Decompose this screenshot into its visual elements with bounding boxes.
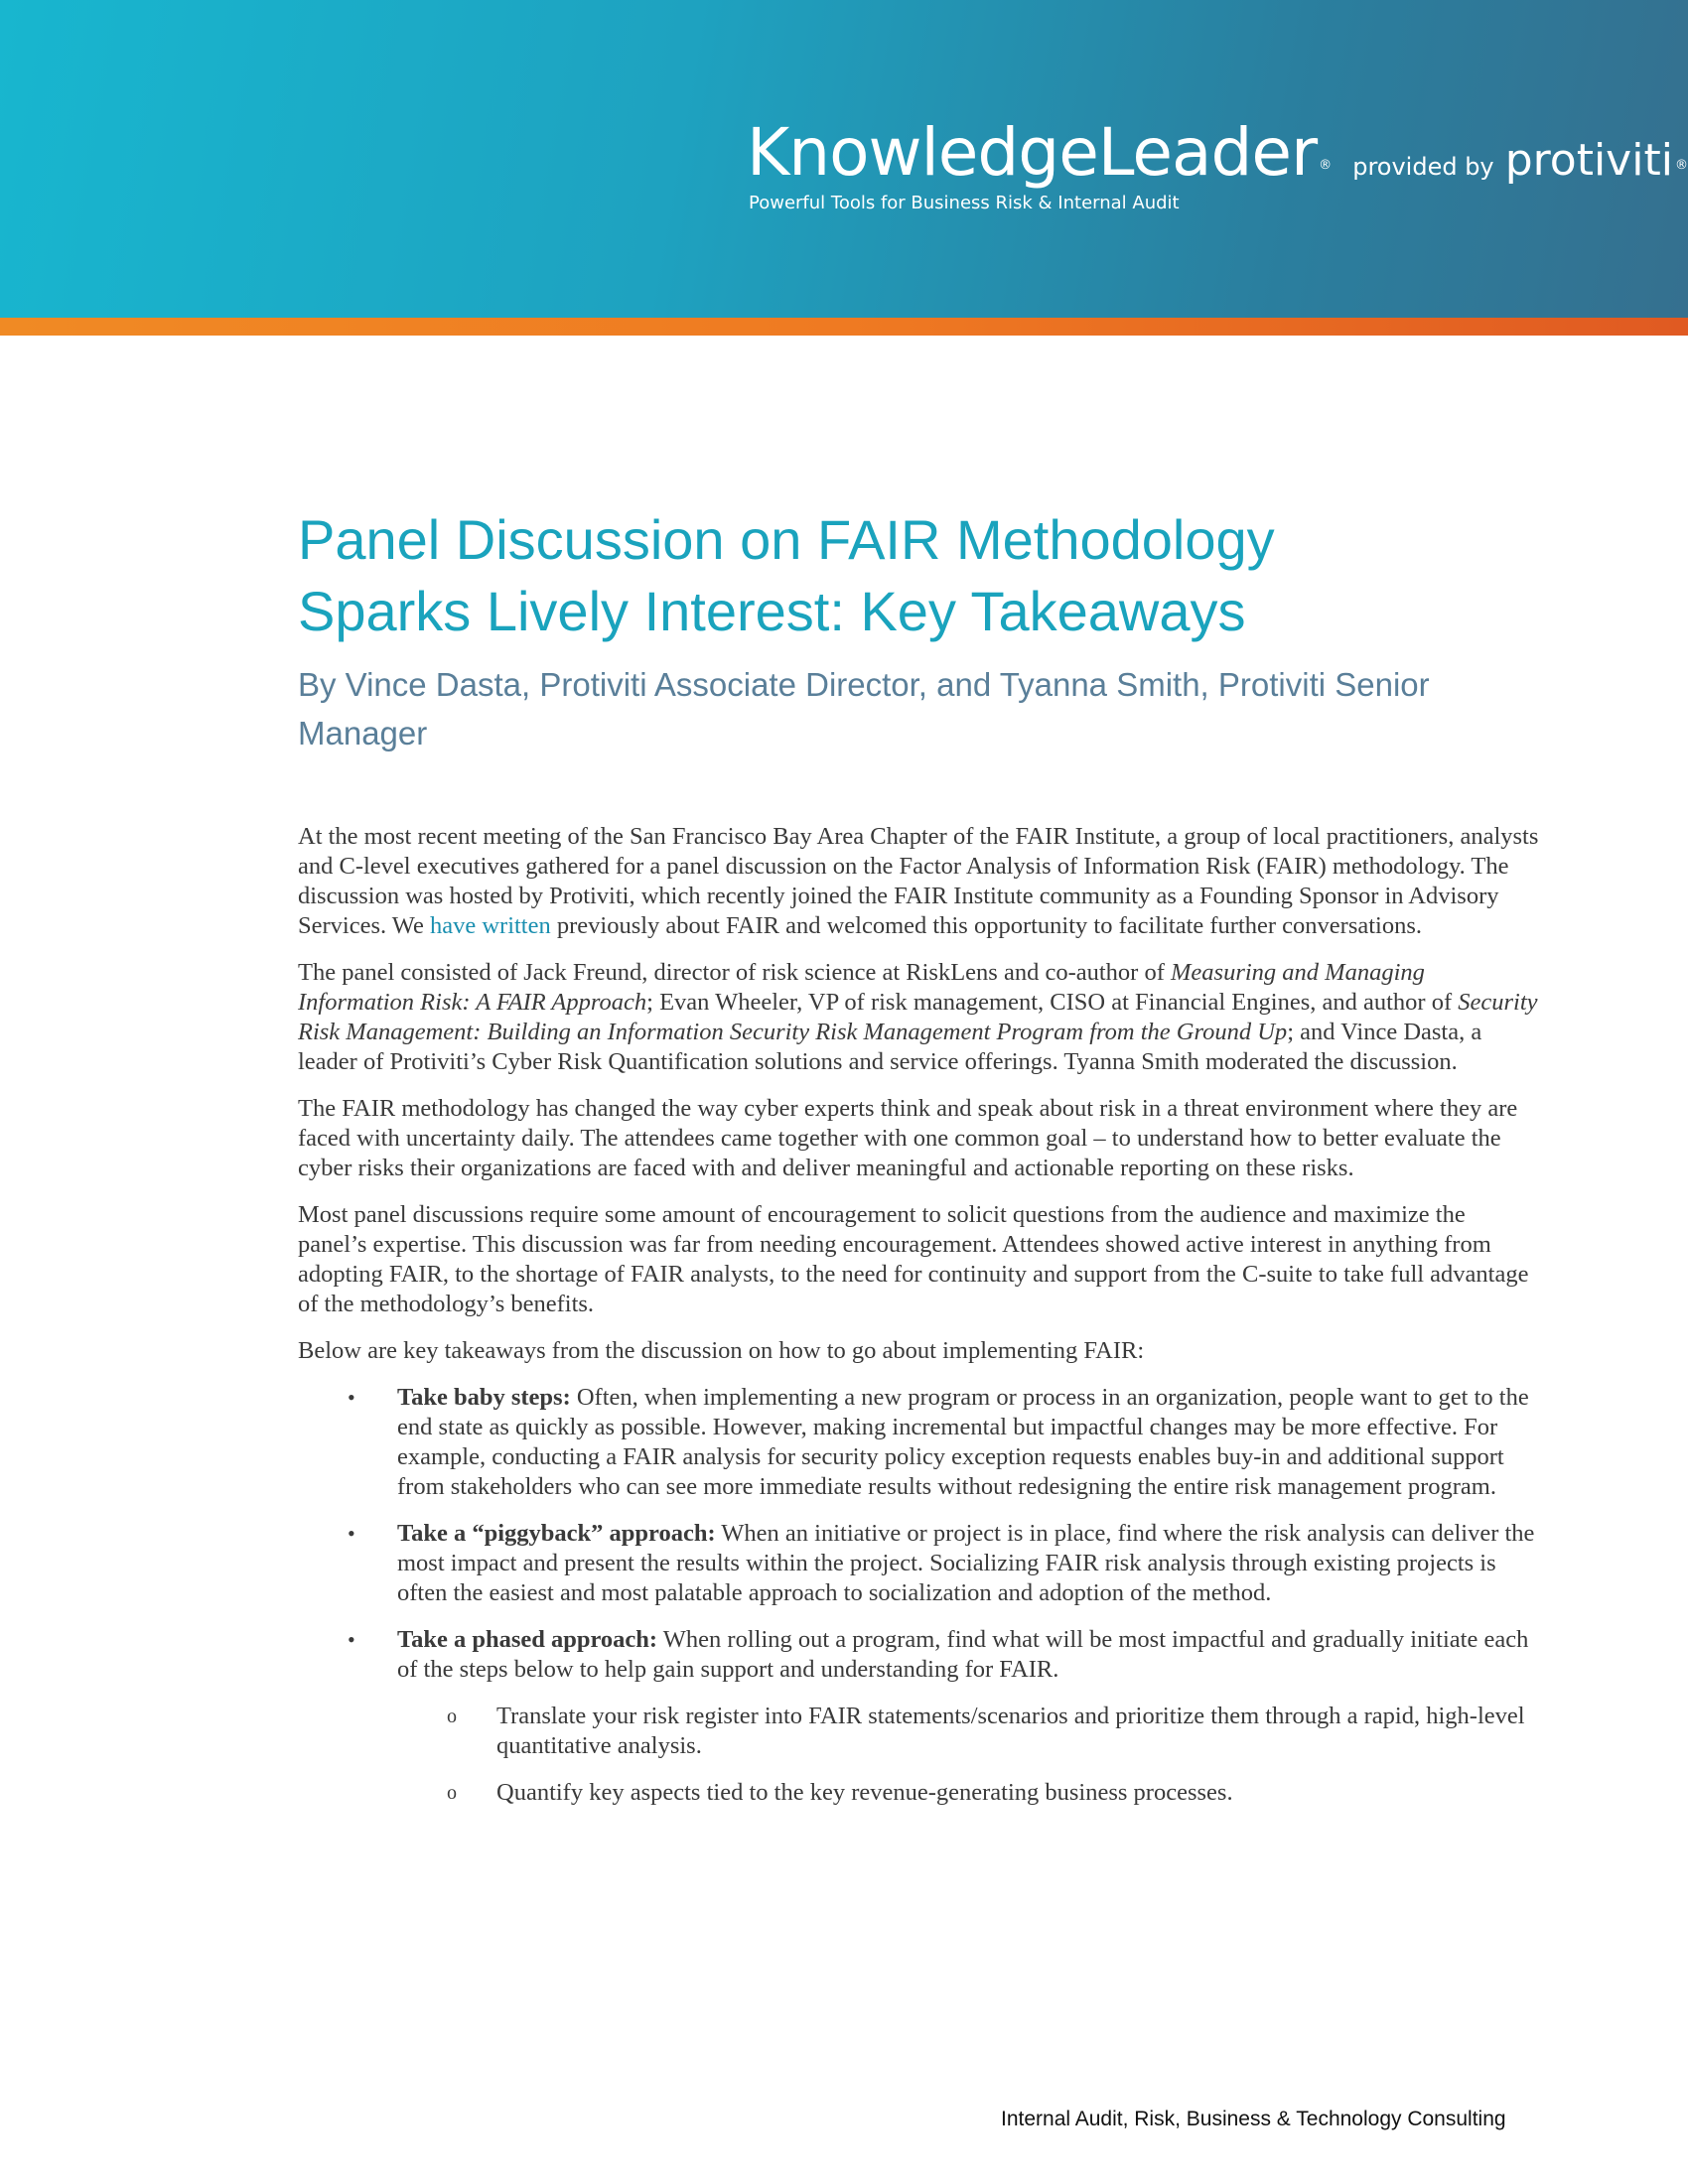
have-written-link[interactable]: have written — [429, 912, 551, 939]
page-footer: Internal Audit, Risk, Business & Technology Consulting — [1001, 2108, 1506, 2130]
brand-registered-mark: ® — [1319, 157, 1333, 173]
header-stripe — [0, 318, 1688, 336]
list-item — [348, 1625, 1539, 1808]
sub-bullet-marker: o — [447, 1782, 457, 1804]
list-item — [348, 1519, 1539, 1608]
brand-tagline: Powerful Tools for Business Risk & Internal Audit — [749, 193, 1180, 213]
brand-provided-by: provided by — [1352, 153, 1494, 181]
bullet-marker: • — [348, 1627, 355, 1652]
article-body — [298, 822, 1539, 1825]
list-item — [447, 1778, 1539, 1808]
company-name: protiviti — [1504, 135, 1673, 186]
paragraph-takeaways-intro: Below are key takeaways from the discussion on how to go about implementing FAIR: — [298, 1337, 1145, 1364]
takeaways-list — [298, 1383, 1539, 1808]
bullet-marker: • — [348, 1521, 355, 1546]
phased-step-text: Quantify key aspects tied to the key revenue-generating business processes. — [496, 1779, 1233, 1806]
brand-name: KnowledgeLeader — [747, 114, 1318, 191]
list-item — [447, 1702, 1539, 1761]
takeaway-heading: Take baby steps: — [397, 1384, 571, 1411]
takeaway-text: When rolling out a program, find what will be most impactful and gradually initiate each of the steps below to help gain support and understanding for FAIR. — [397, 1626, 1529, 1683]
book-title-security-risk-management: Security Risk Management: Building an Information Security Risk Management Program from the Ground Up — [298, 989, 1538, 1045]
sub-bullet-marker: o — [447, 1706, 457, 1727]
book-title-fair-approach: Measuring and Managing Information Risk: A FAIR Approach — [298, 959, 1425, 1016]
brand-logo — [747, 114, 1688, 191]
takeaway-heading: Take a “piggyback” approach: — [397, 1520, 716, 1547]
title-line-2: Sparks Lively Interest: Key Takeaways — [298, 580, 1246, 642]
takeaway-heading: Take a phased approach: — [397, 1626, 658, 1653]
takeaway-text: Often, when implementing a new program or process in an organization, people want to get to the end state as quickly as possible. However, making incremental but impactful changes may be more effective. For example, conducting a FAIR analysis for security policy exception requests enables buy-in and additional support from stakeholders who can see more immediate results without redesigning the entire risk management program. — [397, 1384, 1529, 1500]
phased-step-text: Translate your risk register into FAIR statements/scenarios and prioritize them through a rapid, high-level quantitative analysis. — [496, 1703, 1525, 1759]
phased-steps-list — [397, 1702, 1539, 1808]
paragraph-methodology: The FAIR methodology has changed the way cyber experts think and speak about risk in a threat environment where they are faced with uncertainty daily. The attendees came together with one common goal – to understand how to better evaluate the cyber risks their organizations are faced with and deliver meaningful and actionable reporting on these risks. — [298, 1095, 1518, 1181]
title-line-1: Panel Discussion on FAIR Methodology — [298, 508, 1275, 571]
article-title — [298, 504, 1509, 647]
bullet-marker: • — [348, 1385, 355, 1410]
list-item — [348, 1383, 1539, 1502]
article-byline: By Vince Dasta, Protiviti Associate Director, and Tyanna Smith, Protiviti Senior Manager — [298, 666, 1430, 751]
company-registered-mark: ® — [1674, 157, 1688, 173]
paragraph-panel: The panel consisted of Jack Freund, director of risk science at RiskLens and co-author of Measuring and Managing Information Risk: A FAIR Approach; Evan Wheeler, VP of risk management, CISO at Financial Engines, and author of Security Risk Management: Building an Information Security Risk Management Program from the Ground Up; and Vince Dasta, a leader of Protiviti’s Cyber Risk Quantification solutions and service offerings. Tyanna Smith moderated the discussion. — [298, 959, 1538, 1075]
takeaway-text: When an initiative or project is in place, find where the risk analysis can deliver the most impact and present the results within the project. Socializing FAIR risk analysis through existing projects is often the easiest and most palatable approach to socialization and adoption of the method. — [397, 1520, 1535, 1606]
paragraph-discussion: Most panel discussions require some amount of encouragement to solicit questions from the audience and maximize the panel’s expertise. This discussion was far from needing encouragement. Attendees showed active interest in anything from adopting FAIR, to the shortage of FAIR analysts, to the need for continuity and support from the C-suite to take full advantage of the methodology’s benefits. — [298, 1201, 1529, 1317]
paragraph-intro: At the most recent meeting of the San Francisco Bay Area Chapter of the FAIR Institute, a group of local practitioners, analysts and C-level executives gathered for a panel discussion on the Factor Analysis of Information Risk (FAIR) methodology. The discussion was hosted by Protiviti, which recently joined the FAIR Institute community as a Founding Sponsor in Advisory Services. We have written previously about FAIR and welcomed this opportunity to facilitate further conversations. — [298, 823, 1539, 939]
